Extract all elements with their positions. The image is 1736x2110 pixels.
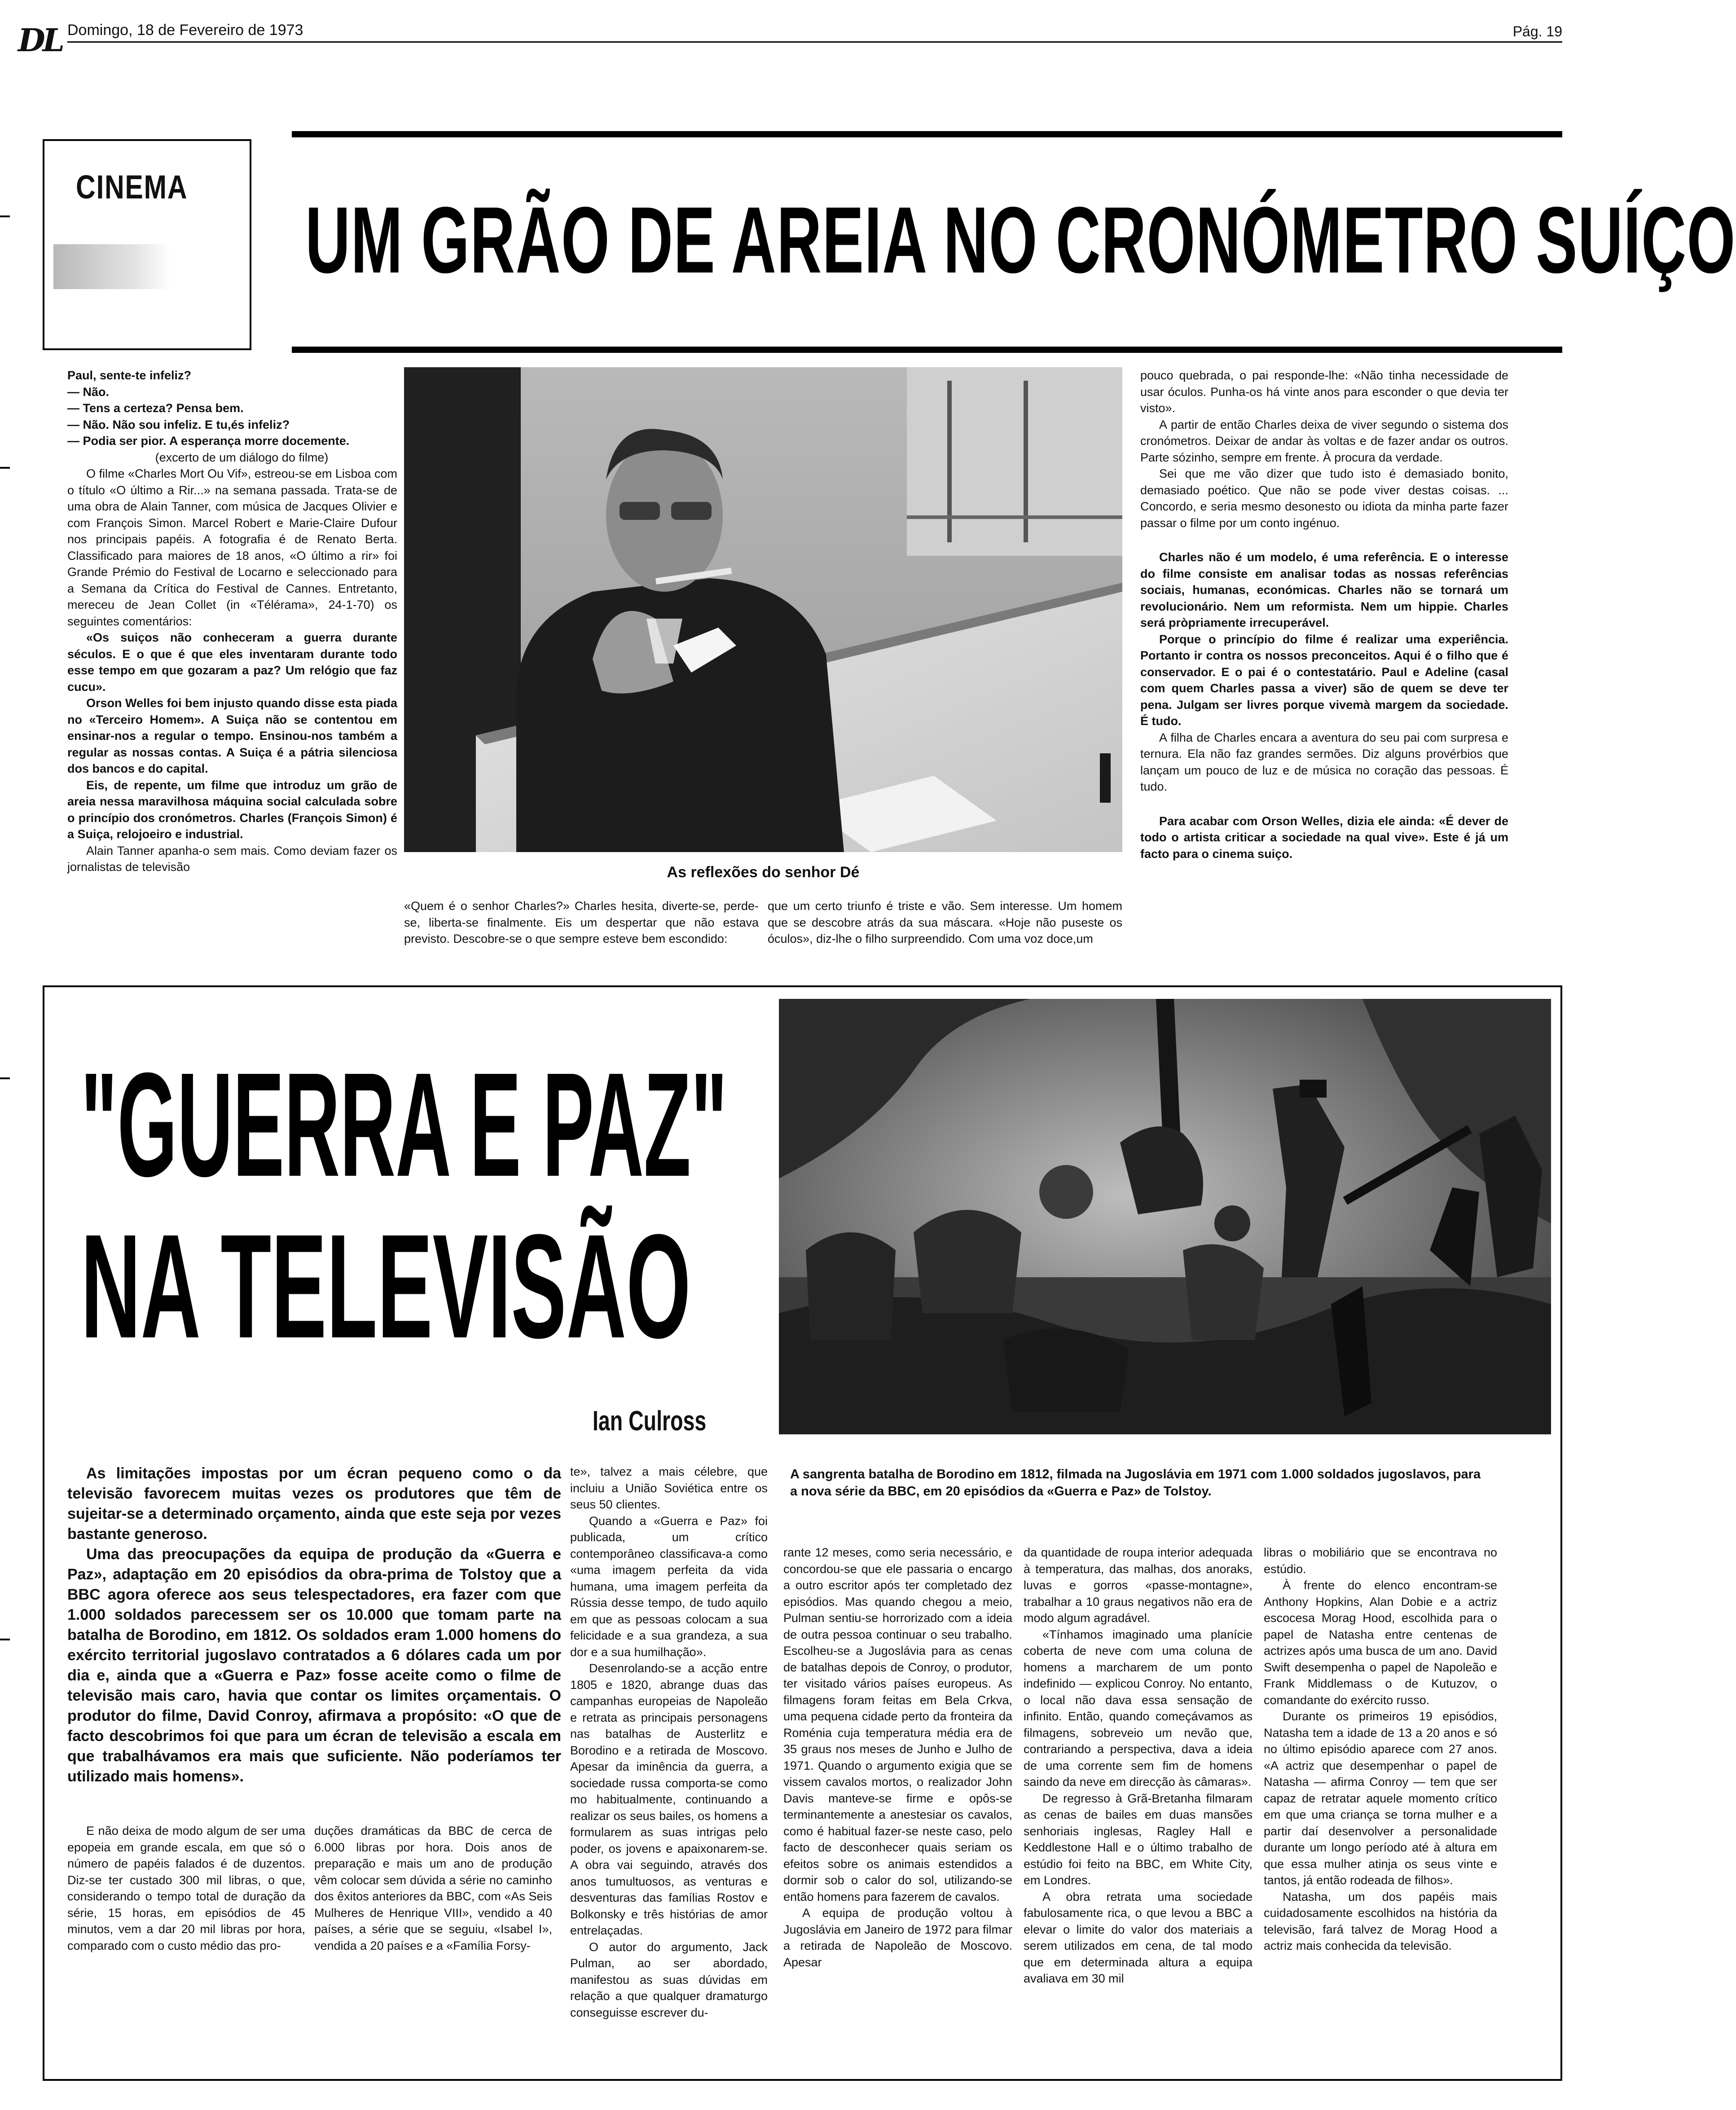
masthead-date: Domingo, 18 de Fevereiro de 1973 [67, 22, 303, 39]
headline-rule-top [292, 131, 1562, 137]
paragraph: Durante os primeiros 19 episódios, Natasha tem a idade de 13 a 20 anos e só no último episódio aparece com 27 anos. «A actriz que desempenhar o papel de Natasha — afirma Conroy — tem que ser capaz de retratar aquele momento crítico em que uma criança se torna mulher e a partir daí desenvolver a personalidade durante um longo período até à altura em que essa mulher atinja os seus vinte e tantos, já então rodeada de filhos». [1264, 1710, 1497, 1887]
paragraph: Desenrolando-se a acção entre 1805 e 1820, abrange duas das campanhas europeias de Napoleão e retrata as principais personagens nas batalhas de Austerlitz e Borodino e a retirada de Moscovo. Apesar da iminência da guerra, a sociedade russa comporta-se como mo habitualmente, continuando a realizar os seus bailes, os homens a formularem as suas intrigas pelo poder, os jovens e apaixonarem-se. A obra vai seguindo, através dos anos tumultuosos, as venturas e desventuras das famílias Rostov e Bolkonsky e três histórias de amor entrelaçadas. [570, 1662, 768, 1937]
paragraph: «Quem é o senhor Charles?» Charles hesita, diverte-se, perde-se, liberta-se finalmente. Eis um despertar que não estava previsto. Descobre-se o que sempre esteve bem escondido: [404, 899, 759, 945]
lead-paragraph: As limitações impostas por um écran pequeno como o da televisão favorecem muitas vezes os produtores que têm de sujeitar-se a determinado orçamento, ainda que este seja por vezes bastante generoso. [67, 1465, 561, 1543]
article2-headline-line-2: NA TELEVISÃO [81, 1203, 691, 1369]
paragraph: Orson Welles foi bem injusto quando disse esta piada no «Terceiro Homem». A Suiça não se contentou em ensinar-nos a regular o tempo. Ensinou-nos também a regular as nossas contas. A Suiça é a pátria silenciosa dos bancos e do capital. [67, 696, 397, 775]
margin-tick [0, 215, 10, 217]
paragraph: A filha de Charles encara a aventura do seu pai com surpresa e ternura. Ela não faz grandes sermões. Diz alguns provérbios que lançam um pouco de luz e de música no coração das pessoas. É tudo. [1140, 730, 1508, 793]
masthead-logo: DL [18, 22, 62, 59]
paragraph: Porque o princípio do filme é realizar uma experiência. Portanto ir contra os nossos preconceitos. Aqui é o filho que é conservador. E o pai é o contestatário. Paul e Adeline (casal com quem Charles passa a viver) são de quem se deve ter pena. Julgam ser livres porque vivemà margem da sociedade. É tudo. [1140, 632, 1508, 728]
article2-column-c [570, 1464, 768, 2067]
paragraph: A obra retrata uma sociedade fabulosamente rica, o que levou a BBC a elevar o limite do valor dos materiais a serem utilizados em cena, de tal modo que em determinada altura a equipa avaliava em 30 mil [1024, 1890, 1253, 1985]
page-number: Pág. 19 [1512, 23, 1562, 40]
paragraph: A partir de então Charles deixa de viver segundo o sistema dos cronómetros. Deixar de andar às voltas e de fazer andar os outros. Parte sózinho, sempre em frente. À procura da verdade. [1140, 418, 1508, 464]
article2-byline: Ian Culross [593, 1406, 707, 1437]
paragraph: O filme «Charles Mort Ou Vif», estreou-se em Lisboa com o título «O último a Rir...» na semana passada. Trata-se de uma obra de Alain Tanner, com música de Jacques Olivier e com François Simon. Marcel Robert e Marie-Claire Dufour nos principais papéis. A fotografia é de Renato Berta. Classificado para maiores de 18 anos, «O último a rir» foi Grande Prémio do Festival de Locarno e seleccionado para a Semana da Crítica do Festival de Cannes. Entretanto, mereceu de Jean Collet (in «Télérama», 24-1-70) os seguintes comentários: [67, 467, 397, 628]
paragraph: que um certo triunfo é triste e vão. Sem interesse. Um homem que se descobre atrás da sua máscara. «Hoje não puseste os óculos», diz-lhe o filho surpreendido. Com uma voz doce,um [768, 899, 1122, 945]
paragraph: te», talvez a mais célebre, que incluiu a União Soviética entre os seus 50 clientes. [570, 1465, 768, 1511]
paragraph: «Tínhamos imaginado uma planície coberta de neve com uma coluna de homens a marcharem de um ponto indefinido — explicou Conroy. No entanto, o local não dava essa sensação de infinito. Então, quando começávamos as filmagens, sobreveio um nevão que, contrariando a perspectiva, dava a ideia de uma corrente sem fim de homens saindo da neve em direcção às câmaras». [1024, 1627, 1253, 1789]
section-label: CINEMA [76, 168, 188, 206]
margin-tick [0, 1077, 10, 1079]
article2-column-a [67, 1823, 305, 2067]
article2-column-e [1024, 1544, 1253, 2067]
paragraph: De regresso à Grã-Bretanha filmaram as cenas de bailes em duas mansões senhoriais inglesas, Ragley Hall e Keddlestone Hall e o último trabalho de estúdio foi feito na BBC, em White City, em Londres. [1024, 1791, 1253, 1887]
article2-lead [67, 1464, 561, 1818]
article1-photo [404, 367, 1122, 852]
dialog-line: — Tens a certeza? Pensa bem. [67, 401, 244, 415]
article2-column-b [314, 1823, 552, 2067]
paragraph: Charles não é um modelo, é uma referência. E o interesse do filme consiste em analisar todas as nossas referências sociais, humanas, económicas. Charles não se tornará um revolucionário. Nem um reformista. Nem um hippie. Charles será pròpriamente irrecuperável. [1140, 550, 1508, 629]
article1-headline: UM GRÃO DE AREIA NO CRONÓMETRO SUÍÇO [305, 187, 1736, 293]
article2-column-f [1264, 1544, 1497, 2067]
article2-column-d [783, 1544, 1012, 2067]
dialog-line: — Não. Não sou infeliz. E tu,és infeliz? [67, 418, 290, 431]
dialog-line: Paul, sente-te infeliz? [67, 369, 192, 382]
paragraph: da quantidade de roupa interior adequada à temperatura, das malhas, dos anoraks, luvas e gorros «passe-montagne», trabalhar a 10 graus negativos não era de modo algum agradável. [1024, 1546, 1253, 1625]
article2-headline-line-1: "GUERRA E PAZ" [81, 1042, 728, 1207]
margin-tick [0, 467, 10, 469]
quote-paragraph: «Os suiços não conheceram a guerra durante séculos. E o que é que eles inventaram durante todo esse tempo em que gozaram a paz? Um relógio que faz cucu». [67, 631, 397, 694]
paragraph: Quando a «Guerra e Paz» foi publicada, um crítico contemporâneo classificava-a como «uma imagem perfeita da vida humana, uma imagem perfeita da Rússia desse tempo, de tudo aquilo em que as pessoas colocam a sua felicidade e a sua grandeza, a sua dor e a sua humilhação». [570, 1514, 768, 1659]
photo-illustration [404, 367, 1122, 852]
masthead-rule [67, 41, 1562, 43]
paragraph: O autor do argumento, Jack Pulman, ao ser abordado, manifestou as suas dúvidas em relação a que qualquer dramaturgo conseguisse escrever du- [570, 1940, 768, 2019]
paragraph: Natasha, um dos papéis mais cuidadosamente escolhidos na história da televisão, fará talvez de Morag Hood a actriz mais conhecida da televisão. [1264, 1890, 1497, 1952]
dialog-source: (excerto de um diálogo do filme) [155, 450, 329, 464]
article1-column-3 [768, 898, 1122, 979]
paragraph: pouco quebrada, o pai responde-lhe: «Não tinha necessidade de usar óculos. Punha-os há vinte anos para esconder o que devia ter visto». [1140, 369, 1508, 415]
paragraph: rante 12 meses, como seria necessário, e concordou-se que ele passaria o encargo a outro escritor após ter completado dez episódios. Mas quando chegou a meio, Pulman sentiu-se horrorizado com a ideia de outra pessoa continuar o seu trabalho. Escolheu-se a Jugoslávia para as cenas de batalhas depois de Conroy, o produtor, ter visitado vários países europeus. As filmagens foram feitas em Bela Crkva, uma pequena cidade perto da fronteira da Roménia cuja temperatura média era de 35 graus nos meses de Junho e Julho de 1971. Quando o argumento exigia que se vissem cavalos mortos, o realizador John Davis manteve-se firme e opôs-se terminantemente a anestesiar os cavalos, como é habitual fazer-se neste caso, pelo facto de desconhecer quais seriam os efeitos sobre os animais estendidos a dormir sob o calor do sol, utilizando-se então homens para fazerem de cavalos. [783, 1546, 1012, 1903]
paragraph: Alain Tanner apanha-o sem mais. Como deviam fazer os jornalistas de televisão [67, 844, 397, 874]
paragraph: duções dramáticas da BBC de cerca de 6.000 libras por hora. Dois anos de preparação e mais um ano de produção vêm colocar sem dúvida a série no caminho dos êxitos anteriores da BBC, com «As Seis Mulheres de Henrique VIII», vendido a 40 países, a série que se seguiu, «Isabel I», vendida a 20 países e a «Família Forsy- [314, 1824, 552, 1952]
margin-tick [0, 1639, 10, 1640]
section-texture [53, 244, 170, 289]
headline-rule-bottom [292, 347, 1562, 353]
paragraph: Para acabar com Orson Welles, dizia ele ainda: «É dever de todo o artista criticar a sociedade na qual vive». Este é já um facto para o cinema suiço. [1140, 814, 1508, 861]
lead-paragraph: Uma das preocupações da equipa de produção da «Guerra e Paz», adaptação em 20 episódios da obra-prima de Tolstoy que a BBC agora oferece aos seus telespectadores, era fazer com que 1.000 soldados parecessem ser os 10.000 que tomam parte na batalha de Borodino, em 1812. Os soldados eram 1.000 homens do exército territorial jugoslavo contratados a 6 dólares cada um por dia e, ainda que a «Guerra e Paz» fosse aceite como o filme de televisão mais caro, havia que contar os limites orçamentais. O produtor do filme, David Conroy, afirmava a propósito: «O que de facto descobrimos foi que para um écran de televisão a escala em que trabalhávamos era mais que suficiente. Não poderíamos ter utilizado mais homens». [67, 1546, 561, 1785]
article1-column-2 [404, 898, 759, 979]
section-box [43, 139, 251, 350]
paragraph: Sei que me vão dizer que tudo isto é demasiado bonito, demasiado poético. Que não se pode viver destas coisas. ... Concordo, e seria mesmo desonesto ou idiota da minha parte fazer passar o filme por um conto ingénuo. [1140, 467, 1508, 530]
article2-photo-caption: A sangrenta batalha de Borodino em 1812, filmada na Jugoslávia em 1971 com 1.000 soldados jugoslavos, para a nova série da BBC, em 20 episódios da «Guerra e Paz» de Tolstoy. [790, 1467, 1481, 1499]
article1-column-1 [67, 367, 397, 979]
paragraph: E não deixa de modo algum de ser uma epopeia em grande escala, em que só o número de papéis falados é de duzentos. Diz-se ter custado 300 mil libras, o que, considerando o tempo total de duração da série, 15 horas, em episódios de 45 minutos, vem a dar 20 mil libras por hora, comparado com o custo médio das pro- [67, 1824, 305, 1952]
article1-column-4 [1140, 367, 1508, 979]
paragraph: À frente do elenco encontram-se Anthony Hopkins, Alan Dobie e a actriz escocesa Morag Hood, escolhida para o papel de Natasha entre centenas de actrizes após uma busca de um ano. David Swift desempenha o papel de Napoleão e Frank Middlemass o de Kutuzov, o comandante do exército russo. [1264, 1578, 1497, 1707]
paragraph: Eis, de repente, um filme que introduz um grão de areia nessa maravilhosa máquina social calculada sobre o princípio dos cronómetros. Charles (François Simon) é a Suiça, relojoeiro e industrial. [67, 778, 397, 841]
article1-photo-caption: As reflexões do senhor Dé [667, 864, 860, 881]
article2-photo [779, 999, 1551, 1434]
battle-photo-illustration [779, 999, 1551, 1434]
paragraph: libras o mobiliário que se encontrava no estúdio. [1264, 1546, 1497, 1576]
dialog-line: — Podia ser pior. A esperança morre docemente. [67, 434, 350, 448]
dialog-line: — Não. [67, 385, 110, 399]
paragraph: A equipa de produção voltou à Jugoslávia em Janeiro de 1972 para filmar a retirada de Napoleão de Moscovo. Apesar [783, 1906, 1012, 1969]
